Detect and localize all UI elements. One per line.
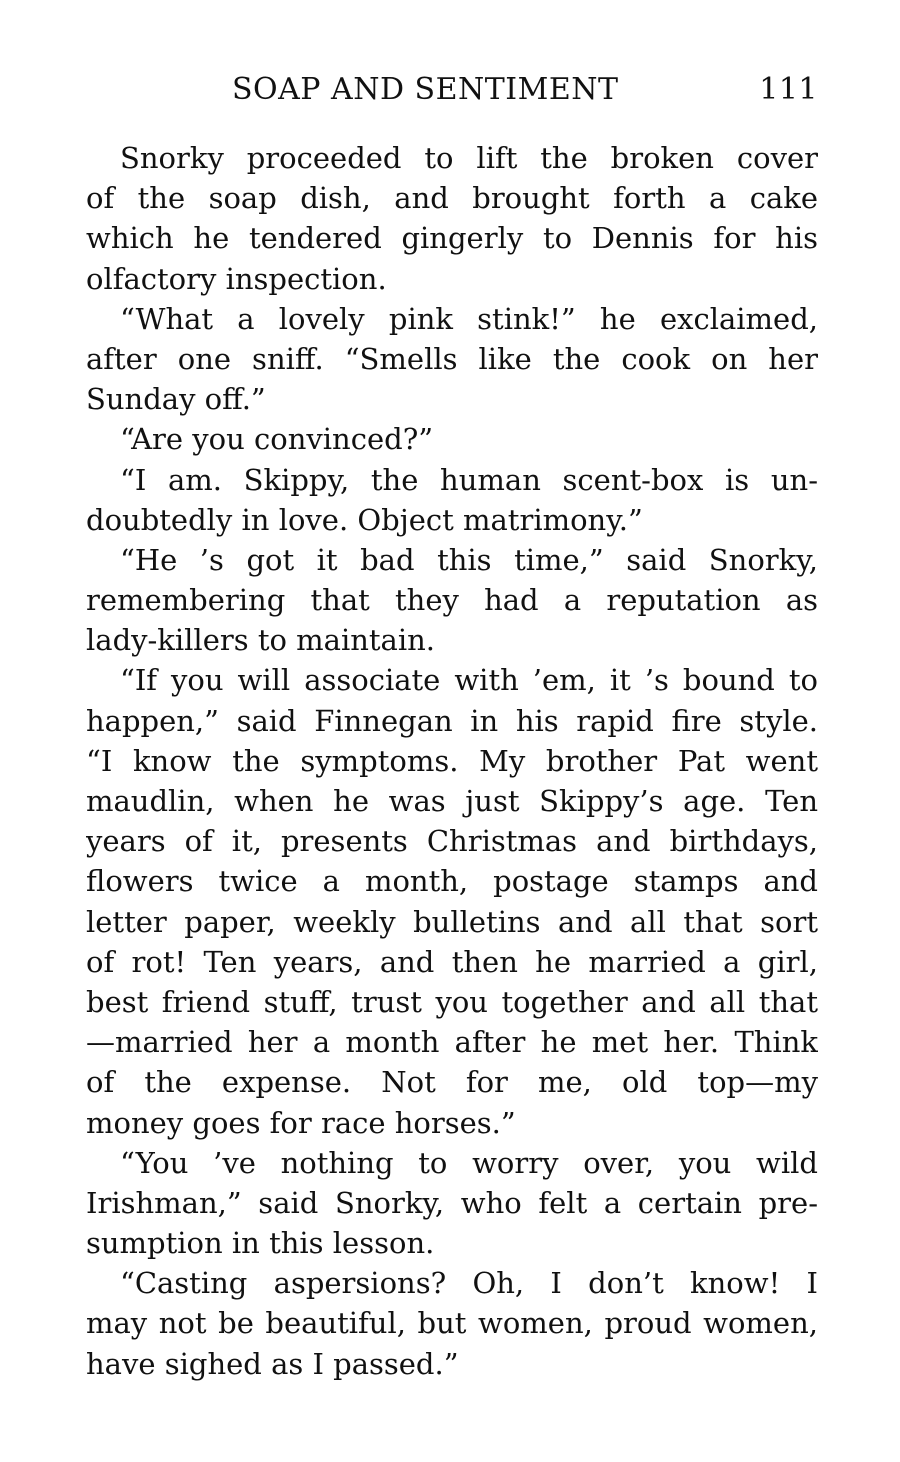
text-line: “You ’ve nothing to worry over, you wild xyxy=(120,1145,818,1180)
running-head: SOAP AND SENTIMENT xyxy=(232,72,619,107)
text-line: —married her a month after he met her. Think xyxy=(86,1025,818,1060)
text-line: flowers twice a month, postage stamps and xyxy=(86,864,818,899)
text-line: money goes for race horses.” xyxy=(86,1105,516,1140)
page-number: 111 xyxy=(759,72,818,107)
text-line: may not be beautiful, but women, proud women, xyxy=(86,1306,818,1341)
text-line: letter paper, weekly bulletins and all that sort xyxy=(86,904,818,939)
text-line: olfactory inspection. xyxy=(86,261,387,296)
text-line: “If you will associate with ’em, it ’s bound to xyxy=(120,663,818,698)
paragraph xyxy=(86,1143,818,1264)
text-line: of rot! Ten years, and then he married a girl, xyxy=(86,944,818,979)
text-line: doubtedly in love. Object matrimony.” xyxy=(86,502,643,537)
text-line: “I know the symptoms. My brother Pat went xyxy=(86,743,818,778)
text-line: lady-killers to maintain. xyxy=(86,623,436,658)
text-line: years of it, presents Christmas and birthdays, xyxy=(86,824,818,859)
text-line: after one sniff. “Smells like the cook on her xyxy=(86,341,818,376)
paragraph xyxy=(86,419,818,459)
book-page xyxy=(86,62,818,1384)
paragraph xyxy=(86,660,818,1142)
page-header xyxy=(86,62,818,118)
text-line: happen,” said Finnegan in his rapid fire style. xyxy=(86,703,818,738)
text-line: Sunday off.” xyxy=(86,382,266,417)
paragraph xyxy=(86,138,818,299)
paragraph xyxy=(86,540,818,661)
paragraph xyxy=(86,299,818,420)
paragraph xyxy=(86,460,818,540)
text-line: maudlin, when he was just Skippy’s age. Ten xyxy=(86,784,818,818)
text-line: of the expense. Not for me, old top—my xyxy=(86,1065,818,1100)
text-line: “Are you convinced?” xyxy=(120,422,434,457)
text-line: have sighed as I passed.” xyxy=(86,1346,459,1381)
text-line: of the soap dish, and brought forth a cake xyxy=(86,181,818,216)
text-line: “He ’s got it bad this time,” said Snorky, xyxy=(120,542,818,577)
text-line: “Casting aspersions? Oh, I don’t know! I xyxy=(120,1266,818,1301)
text-line: Irishman,” said Snorky, who felt a certain pre- xyxy=(86,1185,818,1220)
text-line: remembering that they had a reputation as xyxy=(86,583,818,618)
text-line: “I am. Skippy, the human scent-box is un- xyxy=(120,462,818,497)
body-text xyxy=(86,138,818,1384)
text-line: Snorky proceeded to lift the broken cover xyxy=(120,141,818,175)
text-line: “What a lovely pink stink!” he exclaimed, xyxy=(120,301,818,336)
paragraph xyxy=(86,1263,818,1384)
text-line: best friend stuff, trust you together and all that xyxy=(86,984,818,1019)
text-line: which he tendered gingerly to Dennis for his xyxy=(86,221,818,256)
text-line: sumption in this lesson. xyxy=(86,1226,435,1261)
